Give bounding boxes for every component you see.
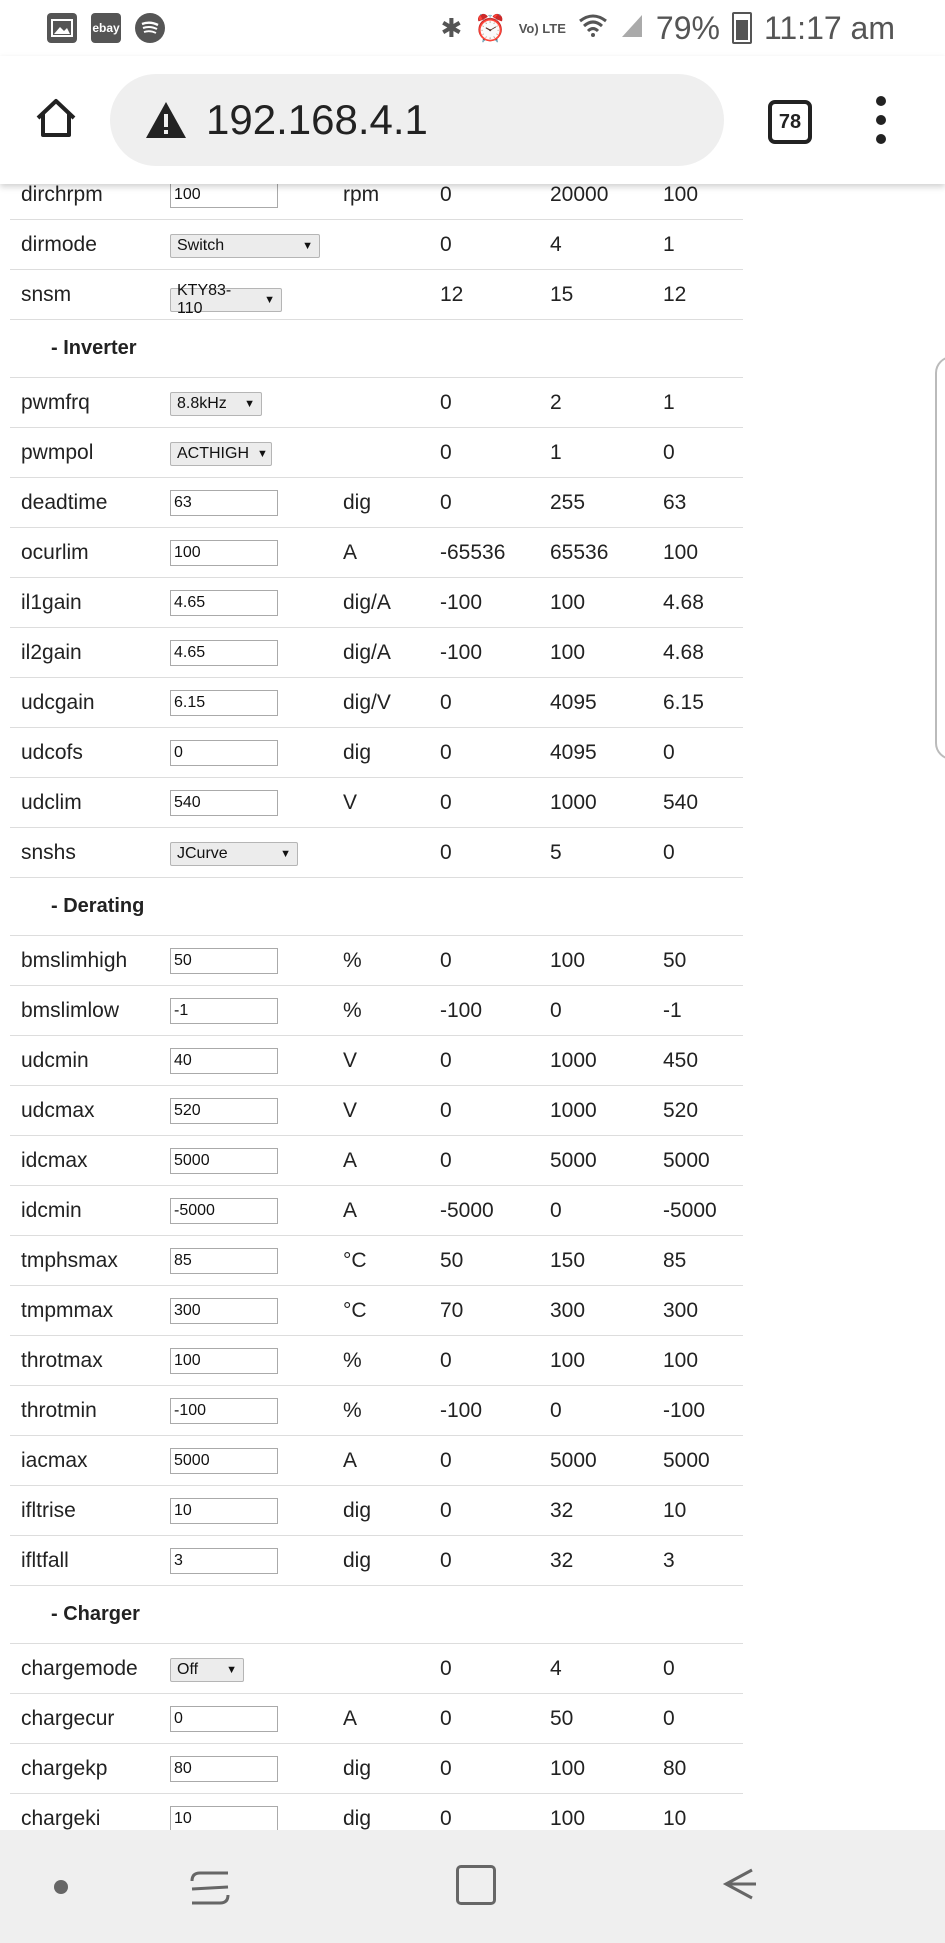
param-default: 3 bbox=[663, 1536, 743, 1586]
param-value-input[interactable] bbox=[170, 590, 278, 616]
warning-icon[interactable] bbox=[144, 100, 188, 140]
param-default: 450 bbox=[663, 1036, 743, 1086]
param-unit: °C bbox=[343, 1286, 440, 1336]
param-max: 0 bbox=[550, 986, 663, 1036]
recent-apps-icon[interactable] bbox=[186, 1865, 236, 1909]
param-value-select[interactable] bbox=[170, 842, 298, 866]
param-name: snshs bbox=[10, 828, 170, 878]
select-value: Off bbox=[177, 1660, 199, 1678]
param-max: 100 bbox=[550, 1336, 663, 1386]
param-max: 150 bbox=[550, 1236, 663, 1286]
param-control-cell bbox=[170, 628, 343, 678]
param-row-chargekp bbox=[10, 1744, 743, 1794]
param-default: 5000 bbox=[663, 1136, 743, 1186]
param-value-select[interactable] bbox=[170, 234, 320, 258]
tab-switcher-button[interactable]: 78 bbox=[768, 100, 812, 144]
param-max: 0 bbox=[550, 1386, 663, 1436]
param-name: idcmax bbox=[10, 1136, 170, 1186]
param-control-cell bbox=[170, 1186, 343, 1236]
param-row-ifltrise bbox=[10, 1486, 743, 1536]
param-name: bmslimhigh bbox=[10, 936, 170, 986]
dropdown-arrow-icon: ▼ bbox=[244, 397, 255, 410]
param-name: chargekp bbox=[10, 1744, 170, 1794]
param-default: 80 bbox=[663, 1744, 743, 1794]
param-unit: A bbox=[343, 1694, 440, 1744]
param-row-throtmax bbox=[10, 1336, 743, 1386]
system-icons bbox=[441, 10, 945, 47]
param-row-il2gain bbox=[10, 628, 743, 678]
param-unit: V bbox=[343, 1036, 440, 1086]
param-control-cell bbox=[170, 1236, 343, 1286]
param-unit bbox=[343, 828, 440, 878]
param-default: 10 bbox=[663, 1486, 743, 1536]
param-default: 10 bbox=[663, 1794, 743, 1831]
browser-toolbar bbox=[0, 56, 945, 184]
param-default: -1 bbox=[663, 986, 743, 1036]
param-min: 0 bbox=[440, 936, 550, 986]
ebay-icon: ebay bbox=[91, 13, 121, 43]
param-unit bbox=[343, 428, 440, 478]
param-row-chargecur bbox=[10, 1694, 743, 1744]
param-default: 0 bbox=[663, 728, 743, 778]
param-min: 0 bbox=[440, 1694, 550, 1744]
param-row-snsm bbox=[10, 270, 743, 320]
param-name: ifltrise bbox=[10, 1486, 170, 1536]
param-max: 4095 bbox=[550, 678, 663, 728]
param-unit: dig bbox=[343, 728, 440, 778]
param-max: 100 bbox=[550, 628, 663, 678]
param-value-input[interactable] bbox=[170, 1298, 278, 1324]
param-name: idcmin bbox=[10, 1186, 170, 1236]
param-min: -100 bbox=[440, 1386, 550, 1436]
param-default: 50 bbox=[663, 936, 743, 986]
param-control-cell bbox=[170, 1336, 343, 1386]
param-min: 0 bbox=[440, 1036, 550, 1086]
param-default: 4.68 bbox=[663, 578, 743, 628]
image-icon bbox=[47, 13, 77, 43]
param-unit: °C bbox=[343, 1236, 440, 1286]
param-row-bmslimlow bbox=[10, 986, 743, 1036]
notification-icons bbox=[0, 13, 165, 43]
param-unit bbox=[343, 1644, 440, 1694]
param-min: 12 bbox=[440, 270, 550, 320]
dropdown-arrow-icon: ▼ bbox=[302, 239, 313, 252]
param-max: 2 bbox=[550, 378, 663, 428]
param-unit: A bbox=[343, 1186, 440, 1236]
param-min: 0 bbox=[440, 1486, 550, 1536]
param-name: ocurlim bbox=[10, 528, 170, 578]
param-default: 63 bbox=[663, 478, 743, 528]
param-row-udcmin bbox=[10, 1036, 743, 1086]
param-min: 0 bbox=[440, 184, 550, 220]
param-unit: % bbox=[343, 986, 440, 1036]
param-name: pwmfrq bbox=[10, 378, 170, 428]
param-default: 0 bbox=[663, 1644, 743, 1694]
param-unit: A bbox=[343, 1436, 440, 1486]
param-name: chargecur bbox=[10, 1694, 170, 1744]
param-name: throtmax bbox=[10, 1336, 170, 1386]
signal-icon bbox=[620, 10, 644, 47]
param-value-input[interactable] bbox=[170, 1048, 278, 1074]
param-control-cell bbox=[170, 1644, 343, 1694]
param-row-chargeki bbox=[10, 1794, 743, 1831]
param-value-input[interactable] bbox=[170, 1706, 278, 1732]
param-unit: rpm bbox=[343, 184, 440, 220]
param-min: 0 bbox=[440, 678, 550, 728]
status-bar bbox=[0, 0, 945, 56]
section-header bbox=[10, 878, 743, 936]
section-title: - Derating bbox=[10, 878, 743, 936]
param-control-cell bbox=[170, 1036, 343, 1086]
param-control-cell bbox=[170, 778, 343, 828]
param-default: -100 bbox=[663, 1386, 743, 1436]
param-min: -100 bbox=[440, 628, 550, 678]
dropdown-arrow-icon: ▼ bbox=[257, 447, 268, 460]
param-control-cell bbox=[170, 578, 343, 628]
dropdown-arrow-icon: ▼ bbox=[264, 294, 275, 306]
param-unit: V bbox=[343, 778, 440, 828]
param-value-select[interactable] bbox=[170, 392, 262, 416]
param-min: -5000 bbox=[440, 1186, 550, 1236]
param-default: 520 bbox=[663, 1086, 743, 1136]
param-max: 4 bbox=[550, 220, 663, 270]
param-unit: A bbox=[343, 1136, 440, 1186]
param-default: 0 bbox=[663, 828, 743, 878]
param-unit: V bbox=[343, 1086, 440, 1136]
param-row-il1gain bbox=[10, 578, 743, 628]
param-unit: dig bbox=[343, 1794, 440, 1831]
param-default: 300 bbox=[663, 1286, 743, 1336]
param-name: throtmin bbox=[10, 1386, 170, 1436]
param-default: 100 bbox=[663, 184, 743, 220]
param-min: 0 bbox=[440, 1136, 550, 1186]
param-max: 4095 bbox=[550, 728, 663, 778]
param-control-cell bbox=[170, 986, 343, 1036]
battery-icon bbox=[732, 12, 752, 44]
param-max: 5000 bbox=[550, 1436, 663, 1486]
param-value-input[interactable] bbox=[170, 1548, 278, 1574]
param-unit: % bbox=[343, 936, 440, 986]
param-control-cell bbox=[170, 1436, 343, 1486]
param-unit: dig bbox=[343, 478, 440, 528]
param-min: -100 bbox=[440, 986, 550, 1036]
param-name: dirchrpm bbox=[10, 184, 170, 220]
param-min: 0 bbox=[440, 1436, 550, 1486]
overflow-menu-icon[interactable] bbox=[866, 96, 896, 144]
param-row-pwmfrq bbox=[10, 378, 743, 428]
param-control-cell bbox=[170, 1486, 343, 1536]
dropdown-arrow-icon: ▼ bbox=[280, 847, 291, 860]
param-row-tmpmmax bbox=[10, 1286, 743, 1336]
param-value-input[interactable] bbox=[170, 490, 278, 516]
param-min: 0 bbox=[440, 1536, 550, 1586]
select-value: Switch bbox=[177, 236, 225, 254]
param-max: 300 bbox=[550, 1286, 663, 1336]
param-max: 1000 bbox=[550, 778, 663, 828]
param-name: ifltfall bbox=[10, 1536, 170, 1586]
param-value-input[interactable] bbox=[170, 690, 278, 716]
param-min: 0 bbox=[440, 378, 550, 428]
param-control-cell bbox=[170, 270, 343, 320]
param-row-udcofs bbox=[10, 728, 743, 778]
param-name: udcgain bbox=[10, 678, 170, 728]
param-value-input[interactable] bbox=[170, 1498, 278, 1524]
side-panel-handle[interactable] bbox=[935, 356, 945, 760]
param-min: 0 bbox=[440, 428, 550, 478]
param-name: udcofs bbox=[10, 728, 170, 778]
param-max: 1000 bbox=[550, 1036, 663, 1086]
param-value-select[interactable] bbox=[170, 1658, 244, 1682]
param-min: 0 bbox=[440, 478, 550, 528]
param-control-cell bbox=[170, 528, 343, 578]
param-min: 0 bbox=[440, 1086, 550, 1136]
select-value: JCurve bbox=[177, 844, 228, 862]
param-row-iacmax bbox=[10, 1436, 743, 1486]
param-control-cell bbox=[170, 1386, 343, 1436]
param-max: 20000 bbox=[550, 184, 663, 220]
param-name: udclim bbox=[10, 778, 170, 828]
param-max: 50 bbox=[550, 1694, 663, 1744]
param-value-select[interactable] bbox=[170, 442, 272, 466]
param-row-udcgain bbox=[10, 678, 743, 728]
param-row-throtmin bbox=[10, 1386, 743, 1436]
param-row-udcmax bbox=[10, 1086, 743, 1136]
param-row-deadtime bbox=[10, 478, 743, 528]
param-name: il2gain bbox=[10, 628, 170, 678]
param-name: tmpmmax bbox=[10, 1286, 170, 1336]
dropdown-arrow-icon: ▼ bbox=[226, 1663, 237, 1676]
param-row-snshs bbox=[10, 828, 743, 878]
back-icon[interactable] bbox=[716, 1862, 760, 1906]
param-unit: dig/A bbox=[343, 628, 440, 678]
param-value-input[interactable] bbox=[170, 1098, 278, 1124]
param-value-input[interactable] bbox=[170, 1806, 278, 1830]
navigation-bar bbox=[0, 1830, 945, 1943]
spotify-icon bbox=[135, 13, 165, 43]
param-name: dirmode bbox=[10, 220, 170, 270]
param-value-input[interactable] bbox=[170, 1756, 278, 1782]
param-name: udcmin bbox=[10, 1036, 170, 1086]
home-icon[interactable] bbox=[456, 1865, 496, 1905]
param-control-cell bbox=[170, 1136, 343, 1186]
param-default: 1 bbox=[663, 378, 743, 428]
param-row-bmslimhigh bbox=[10, 936, 743, 986]
param-name: chargemode bbox=[10, 1644, 170, 1694]
param-control-cell bbox=[170, 1086, 343, 1136]
param-value-input[interactable] bbox=[170, 790, 278, 816]
param-name: chargeki bbox=[10, 1794, 170, 1831]
param-name: snsm bbox=[10, 270, 170, 320]
param-unit: dig/A bbox=[343, 578, 440, 628]
section-title: - Inverter bbox=[10, 320, 743, 378]
param-control-cell bbox=[170, 828, 343, 878]
param-control-cell bbox=[170, 1744, 343, 1794]
bluetooth-icon: ✱ bbox=[440, 12, 463, 43]
param-value-input[interactable] bbox=[170, 1398, 278, 1424]
param-max: 15 bbox=[550, 270, 663, 320]
param-max: 100 bbox=[550, 1794, 663, 1831]
param-unit bbox=[343, 220, 440, 270]
param-max: 32 bbox=[550, 1486, 663, 1536]
param-name: tmphsmax bbox=[10, 1236, 170, 1286]
param-control-cell bbox=[170, 1694, 343, 1744]
param-max: 255 bbox=[550, 478, 663, 528]
clock: 11:17 am bbox=[763, 9, 895, 46]
param-max: 5000 bbox=[550, 1136, 663, 1186]
param-unit bbox=[343, 378, 440, 428]
param-name: iacmax bbox=[10, 1436, 170, 1486]
page-content bbox=[0, 184, 945, 1830]
param-default: 0 bbox=[663, 428, 743, 478]
param-unit bbox=[343, 270, 440, 320]
param-row-idcmax bbox=[10, 1136, 743, 1186]
param-unit: dig/V bbox=[343, 678, 440, 728]
parameter-table bbox=[10, 184, 743, 1830]
param-value-input[interactable] bbox=[170, 948, 278, 974]
param-value-input[interactable] bbox=[170, 1148, 278, 1174]
param-name: il1gain bbox=[10, 578, 170, 628]
param-min: 0 bbox=[440, 1644, 550, 1694]
param-default: 1 bbox=[663, 220, 743, 270]
param-control-cell bbox=[170, 220, 343, 270]
param-value-input[interactable] bbox=[170, 640, 278, 666]
param-control-cell bbox=[170, 728, 343, 778]
param-value-input[interactable] bbox=[170, 1248, 278, 1274]
param-row-udclim bbox=[10, 778, 743, 828]
param-default: -5000 bbox=[663, 1186, 743, 1236]
param-row-ifltfall bbox=[10, 1536, 743, 1586]
param-max: 32 bbox=[550, 1536, 663, 1586]
param-max: 5 bbox=[550, 828, 663, 878]
param-min: 0 bbox=[440, 728, 550, 778]
param-row-ocurlim bbox=[10, 528, 743, 578]
param-default: 100 bbox=[663, 1336, 743, 1386]
alarm-icon: ⏰ bbox=[474, 12, 507, 43]
param-value-input[interactable] bbox=[170, 1348, 278, 1374]
param-name: udcmax bbox=[10, 1086, 170, 1136]
param-unit: % bbox=[343, 1386, 440, 1436]
battery-percent: 79% bbox=[655, 9, 720, 46]
param-row-idcmin bbox=[10, 1186, 743, 1236]
param-min: 0 bbox=[440, 828, 550, 878]
param-min: 0 bbox=[440, 220, 550, 270]
param-min: 0 bbox=[440, 1794, 550, 1831]
param-control-cell bbox=[170, 936, 343, 986]
param-control-cell bbox=[170, 1286, 343, 1336]
param-min: 0 bbox=[440, 778, 550, 828]
param-max: 4 bbox=[550, 1644, 663, 1694]
param-unit: A bbox=[343, 528, 440, 578]
param-name: bmslimlow bbox=[10, 986, 170, 1036]
param-row-tmphsmax bbox=[10, 1236, 743, 1286]
param-row-dirmode bbox=[10, 220, 743, 270]
param-value-input[interactable] bbox=[170, 1448, 278, 1474]
param-unit: dig bbox=[343, 1744, 440, 1794]
dot-icon[interactable] bbox=[54, 1880, 68, 1894]
param-max: 65536 bbox=[550, 528, 663, 578]
home-icon[interactable] bbox=[30, 92, 82, 144]
param-max: 100 bbox=[550, 578, 663, 628]
param-min: 70 bbox=[440, 1286, 550, 1336]
select-value: 8.8kHz bbox=[177, 394, 227, 412]
param-unit: % bbox=[343, 1336, 440, 1386]
param-default: 0 bbox=[663, 1694, 743, 1744]
param-name: pwmpol bbox=[10, 428, 170, 478]
param-control-cell bbox=[170, 1794, 343, 1831]
param-default: 12 bbox=[663, 270, 743, 320]
param-row-chargemode bbox=[10, 1644, 743, 1694]
param-unit: dig bbox=[343, 1536, 440, 1586]
section-header bbox=[10, 320, 743, 378]
volte-label: Vo) LTE bbox=[518, 20, 566, 36]
param-min: 0 bbox=[440, 1336, 550, 1386]
param-value-input[interactable] bbox=[170, 1198, 278, 1224]
param-control-cell bbox=[170, 1536, 343, 1586]
param-max: 100 bbox=[550, 1744, 663, 1794]
param-control-cell bbox=[170, 428, 343, 478]
param-row-pwmpol bbox=[10, 428, 743, 478]
param-min: 0 bbox=[440, 1744, 550, 1794]
param-control-cell bbox=[170, 678, 343, 728]
param-name: deadtime bbox=[10, 478, 170, 528]
section-header bbox=[10, 1586, 743, 1644]
param-max: 1000 bbox=[550, 1086, 663, 1136]
select-value: ACTHIGH bbox=[177, 444, 249, 462]
param-control-cell bbox=[170, 378, 343, 428]
param-max: 100 bbox=[550, 936, 663, 986]
param-default: 6.15 bbox=[663, 678, 743, 728]
param-value-input[interactable] bbox=[170, 740, 278, 766]
address-bar[interactable] bbox=[110, 74, 724, 166]
select-value: KTY83-110 bbox=[177, 282, 232, 317]
param-value-input[interactable] bbox=[170, 998, 278, 1024]
param-value-select[interactable] bbox=[170, 282, 282, 317]
param-unit: dig bbox=[343, 1486, 440, 1536]
param-min: 50 bbox=[440, 1236, 550, 1286]
param-max: 1 bbox=[550, 428, 663, 478]
url-text[interactable]: 192.168.4.1 bbox=[206, 96, 428, 143]
param-max: 0 bbox=[550, 1186, 663, 1236]
param-default: 100 bbox=[663, 528, 743, 578]
param-control-cell bbox=[170, 184, 343, 220]
param-min: -65536 bbox=[440, 528, 550, 578]
param-value-input[interactable] bbox=[170, 184, 278, 208]
param-row-dirchrpm bbox=[10, 184, 743, 220]
param-control-cell bbox=[170, 478, 343, 528]
section-title: - Charger bbox=[10, 1586, 743, 1644]
param-min: -100 bbox=[440, 578, 550, 628]
param-default: 85 bbox=[663, 1236, 743, 1286]
param-default: 4.68 bbox=[663, 628, 743, 678]
param-default: 540 bbox=[663, 778, 743, 828]
param-value-input[interactable] bbox=[170, 540, 278, 566]
param-default: 5000 bbox=[663, 1436, 743, 1486]
wifi-icon bbox=[578, 13, 608, 44]
